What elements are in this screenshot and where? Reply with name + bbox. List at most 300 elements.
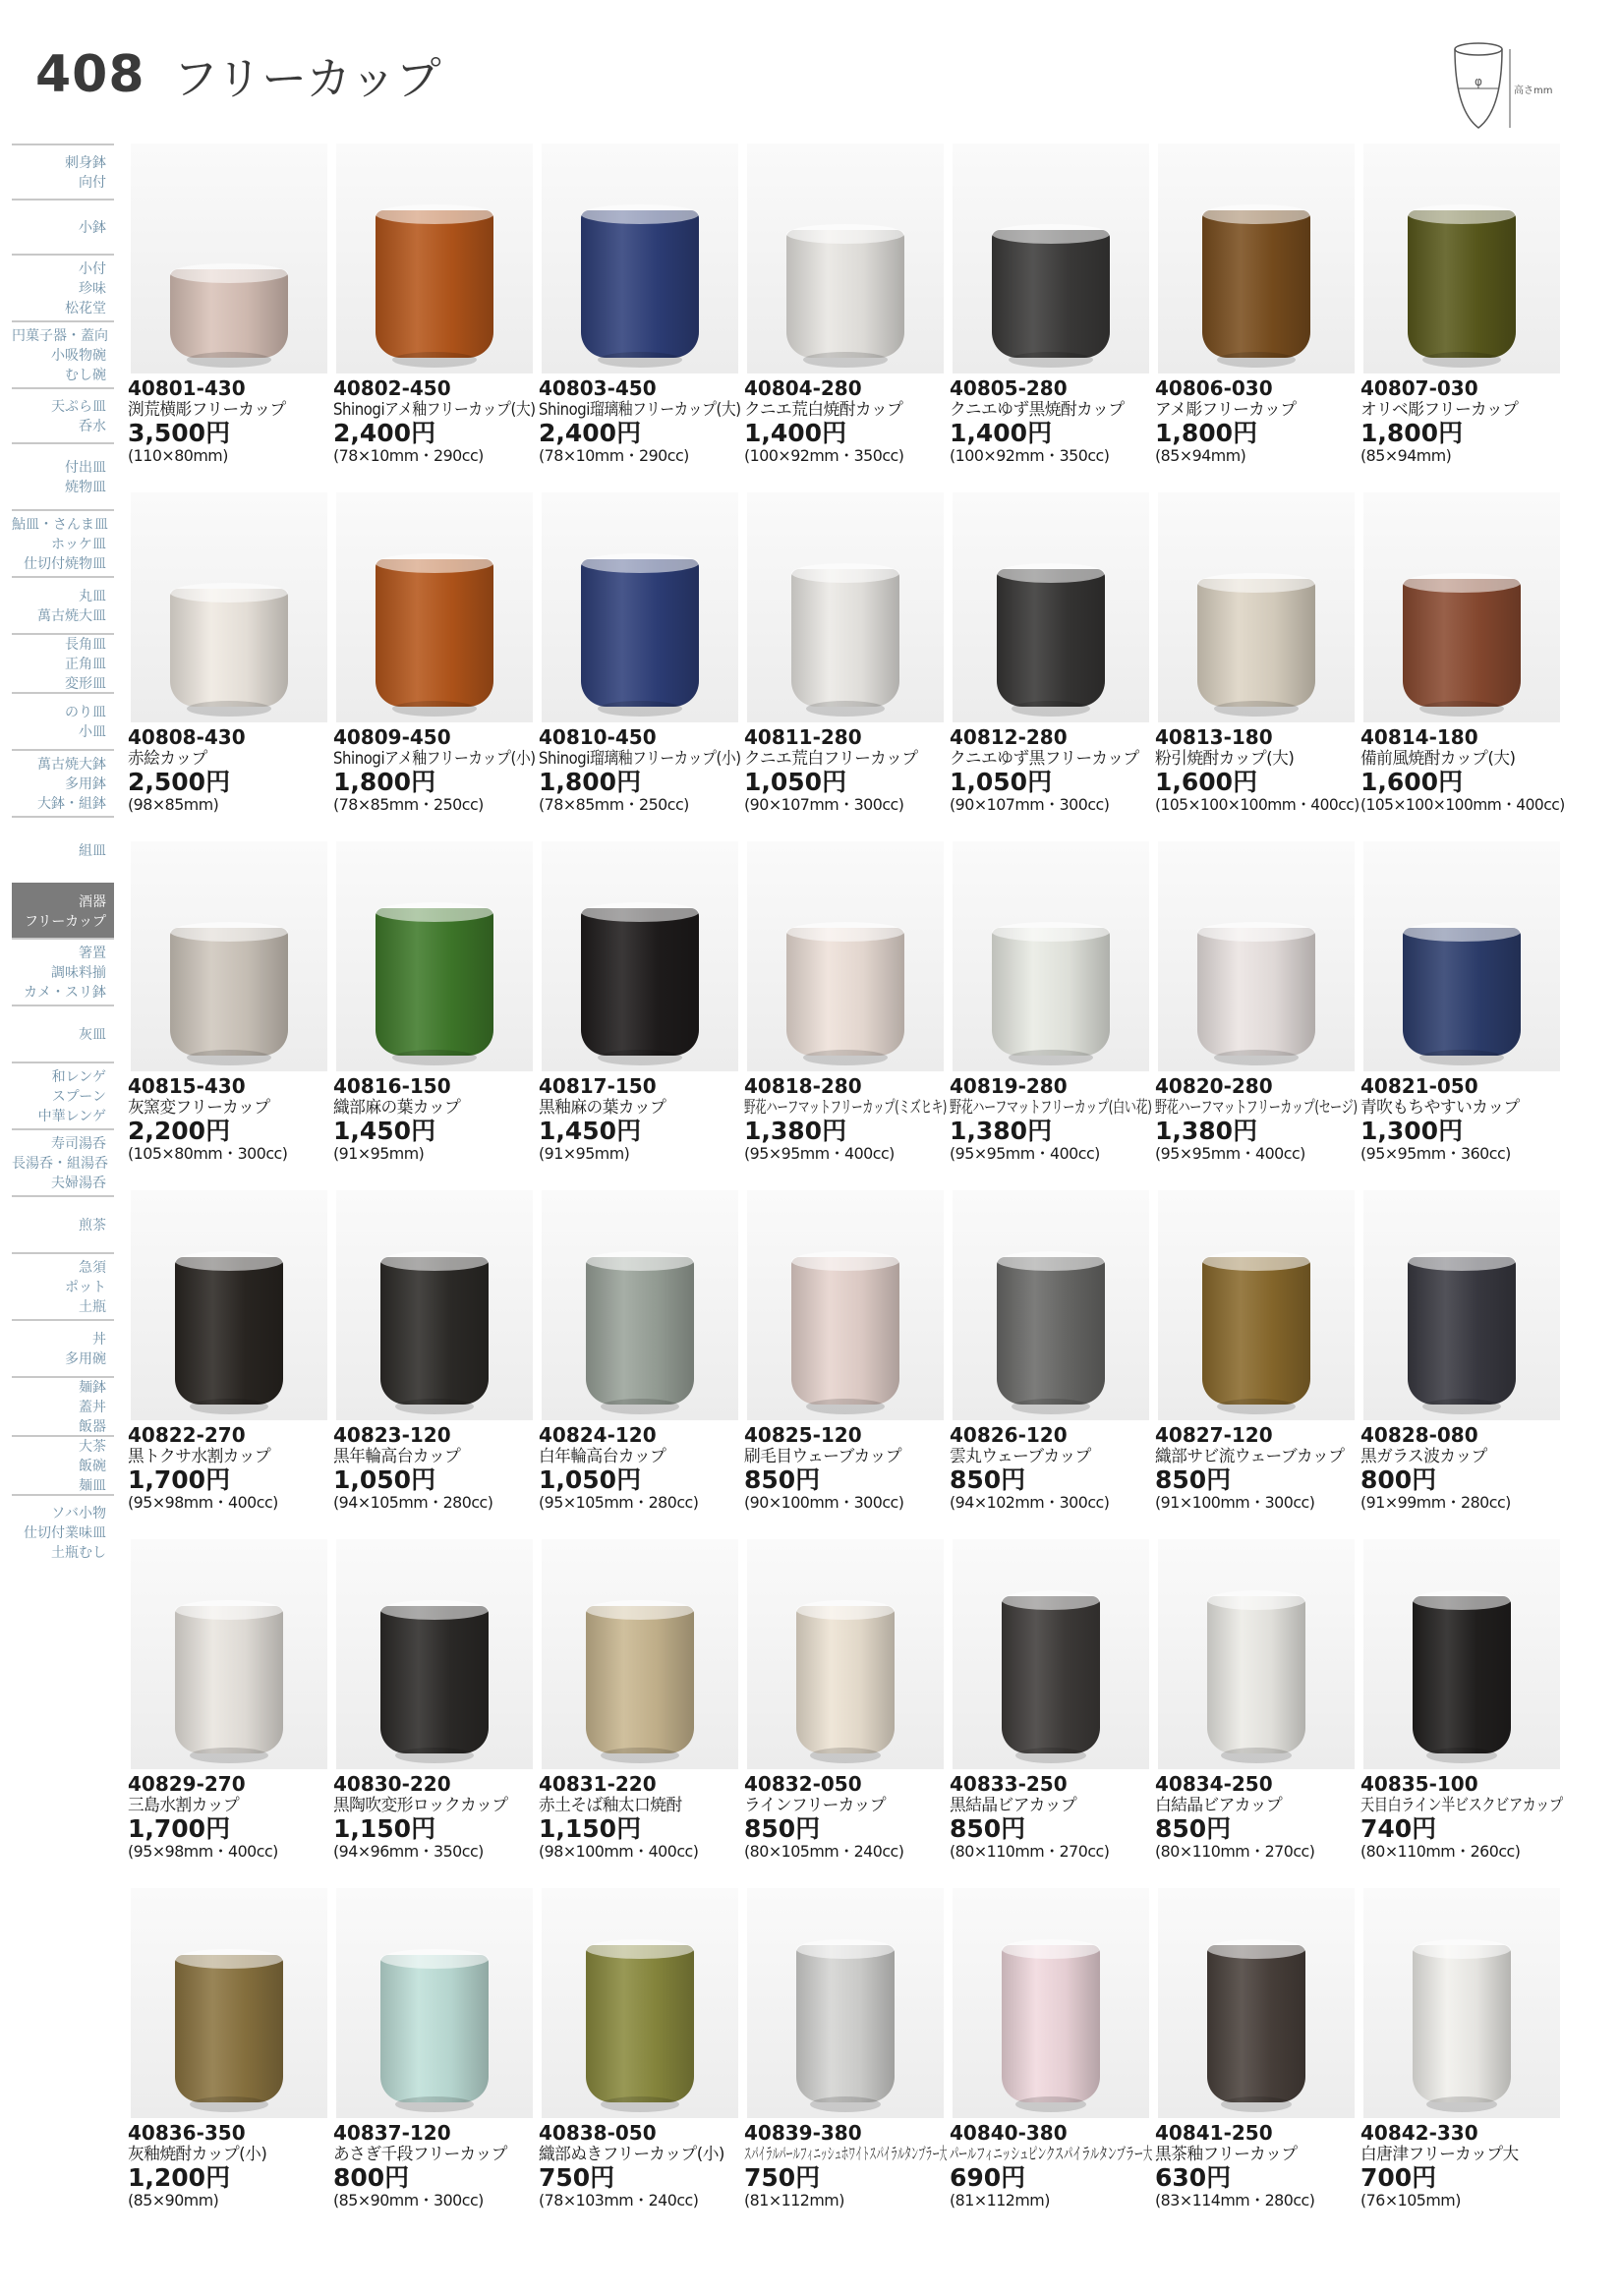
product-price: 2,400円 — [333, 419, 436, 447]
product-card[interactable] — [1360, 492, 1565, 841]
product-name: 天目白ライン半ビスクビアカップ — [1360, 1796, 1563, 1815]
product-dimensions: (80×110mm・270cc) — [950, 1842, 1110, 1861]
product-card[interactable] — [1360, 1190, 1562, 1539]
product-price: 750円 — [539, 2163, 615, 2192]
product-card[interactable] — [950, 144, 1151, 492]
product-dimensions: (105×80mm・300cc) — [128, 1144, 288, 1163]
product-card[interactable] — [333, 1888, 535, 2237]
product-dimensions: (98×85mm) — [128, 795, 219, 814]
product-name: Shinogi瑠璃釉フリーカップ(小) — [539, 749, 741, 769]
cup-image — [376, 559, 493, 707]
product-dimensions: (100×92mm・350cc) — [744, 446, 904, 465]
cup-image — [1197, 579, 1315, 707]
product-price: 1,380円 — [1155, 1117, 1258, 1145]
product-dimensions: (85×94mm) — [1360, 446, 1452, 465]
product-dimensions: (80×105mm・240cc) — [744, 1842, 904, 1861]
product-price: 850円 — [744, 1465, 821, 1494]
cup-image — [796, 1606, 895, 1753]
sidebar-item-label: 灰皿 — [79, 1026, 106, 1043]
product-card[interactable] — [1360, 1539, 1562, 1888]
product-dimensions: (94×102mm・300cc) — [950, 1493, 1110, 1512]
product-dimensions: (78×10mm・290cc) — [333, 446, 484, 465]
cup-image — [791, 569, 899, 707]
product-photo — [1363, 492, 1560, 722]
product-price: 1,600円 — [1155, 768, 1258, 796]
cup-image — [380, 1606, 489, 1753]
product-photo — [1158, 841, 1355, 1071]
sidebar-item-label: 松花堂 — [65, 301, 106, 317]
product-name: 粉引焼酎カップ(大) — [1155, 749, 1295, 769]
product-card[interactable] — [539, 1190, 740, 1539]
product-photo — [953, 841, 1149, 1071]
sidebar-item-label: 飯碗 — [79, 1458, 106, 1474]
sidebar-item-label: むし碗 — [65, 368, 106, 384]
sidebar-item-label: 大茶 — [79, 1438, 106, 1455]
cup-image — [786, 928, 904, 1056]
product-card[interactable] — [539, 144, 740, 492]
product-dimensions: (90×107mm・300cc) — [950, 795, 1110, 814]
cup-image — [786, 230, 904, 358]
product-name: 赤土そば釉太口焼酎 — [539, 1796, 682, 1815]
sidebar-item-label: ポット — [65, 1279, 106, 1295]
product-info — [1360, 726, 1567, 815]
product-card[interactable] — [950, 1190, 1151, 1539]
product-code: 40832-050 — [744, 1772, 862, 1796]
product-price: 1,450円 — [539, 1117, 642, 1145]
product-info — [950, 726, 1156, 815]
sidebar-item-label: 仕切付焼物皿 — [24, 556, 106, 573]
product-code: 40801-430 — [128, 376, 246, 400]
product-card[interactable] — [128, 841, 329, 1190]
product-photo — [542, 841, 738, 1071]
product-dimensions: (85×90mm・300cc) — [333, 2191, 484, 2210]
product-name: 黒ガラス波カップ — [1360, 1447, 1487, 1466]
sidebar-item-label: ホッケ皿 — [51, 536, 106, 552]
cup-image — [791, 1257, 899, 1405]
sidebar-item-21[interactable] — [12, 1435, 114, 1494]
sidebar-item-label: 麺鉢 — [79, 1379, 106, 1396]
page-header — [35, 39, 1569, 108]
product-info — [128, 2122, 334, 2210]
product-code: 40817-150 — [539, 1074, 657, 1098]
product-card[interactable] — [333, 492, 535, 841]
sidebar-item-6[interactable] — [12, 509, 114, 576]
product-dimensions: (85×90mm) — [128, 2191, 219, 2210]
sidebar-item-18[interactable] — [12, 1252, 114, 1319]
product-card[interactable] — [950, 1539, 1151, 1888]
product-dimensions: (91×99mm・280cc) — [1360, 1493, 1511, 1512]
product-code: 40803-450 — [539, 376, 657, 400]
sidebar-item-19[interactable] — [12, 1319, 114, 1376]
product-price: 1,400円 — [744, 419, 847, 447]
cup-image — [1002, 1596, 1100, 1753]
product-name: アメ彫フリーカップ — [1155, 400, 1297, 420]
product-dimensions: (80×110mm・260cc) — [1360, 1842, 1521, 1861]
product-photo — [1363, 1190, 1560, 1420]
product-name: 黒結晶ビアカップ — [950, 1796, 1077, 1815]
product-code: 40841-250 — [1155, 2121, 1273, 2145]
product-card[interactable] — [539, 841, 740, 1190]
sidebar-item-label: 萬古焼大皿 — [37, 608, 106, 624]
product-card[interactable] — [128, 1539, 329, 1888]
product-code: 40833-250 — [950, 1772, 1068, 1796]
product-info — [950, 2122, 1156, 2210]
product-info — [744, 1424, 951, 1513]
product-dimensions: (95×105mm・280cc) — [539, 1493, 699, 1512]
product-photo — [1158, 492, 1355, 722]
sidebar-item-7[interactable] — [12, 576, 114, 633]
product-card[interactable] — [744, 492, 946, 841]
product-price: 1,800円 — [539, 768, 642, 796]
cup-image — [997, 569, 1105, 707]
product-code: 40828-080 — [1360, 1423, 1478, 1447]
product-code: 40822-270 — [128, 1423, 246, 1447]
product-code: 40842-330 — [1360, 2121, 1478, 2145]
product-code: 40804-280 — [744, 376, 862, 400]
sidebar-item-1[interactable] — [12, 199, 114, 254]
product-dimensions: (90×100mm・300cc) — [744, 1493, 904, 1512]
sidebar-item-8[interactable] — [12, 633, 114, 692]
product-card[interactable] — [950, 841, 1151, 1190]
product-name: クニエ荒白焼酎カップ — [744, 400, 903, 420]
product-card[interactable] — [950, 492, 1151, 841]
product-info — [333, 377, 540, 466]
sidebar-item-label: スプーン — [51, 1088, 106, 1105]
product-price: 2,400円 — [539, 419, 642, 447]
sidebar-item-label: 呑水 — [79, 419, 106, 434]
product-card[interactable] — [128, 492, 329, 841]
product-info — [1360, 1424, 1567, 1513]
product-price: 2,200円 — [128, 1117, 231, 1145]
product-name: 黒陶吹変形ロックカップ — [333, 1796, 508, 1815]
product-card[interactable] — [539, 1888, 740, 2237]
cup-image — [175, 1955, 283, 2102]
product-card[interactable] — [1155, 841, 1357, 1190]
product-name: 野花ハーフマットフリーカップ(セージ) — [1155, 1098, 1358, 1118]
cup-image — [1197, 928, 1315, 1056]
product-photo — [747, 1190, 944, 1420]
sidebar-item-22[interactable] — [12, 1494, 114, 1569]
product-card[interactable] — [333, 144, 535, 492]
cup-image — [175, 1606, 283, 1753]
page-title: フリーカップ — [173, 52, 441, 105]
product-dimensions: (81×112mm) — [744, 2191, 844, 2210]
product-card[interactable] — [333, 841, 535, 1190]
product-photo — [336, 1190, 533, 1420]
sidebar-item-label: 小皿 — [79, 724, 106, 740]
product-info — [1155, 1424, 1361, 1513]
product-photo — [336, 144, 533, 373]
product-name: 灰釉焼酎カップ(小) — [128, 2145, 267, 2164]
product-price: 740円 — [1360, 1814, 1437, 1843]
sidebar-item-label: 組皿 — [79, 842, 106, 859]
product-name: 備前風焼酎カップ(大) — [1360, 749, 1516, 769]
product-card[interactable] — [1155, 1539, 1357, 1888]
product-price: 1,200円 — [128, 2163, 231, 2192]
product-dimensions: (98×100mm・400cc) — [539, 1842, 699, 1861]
product-price: 850円 — [744, 1814, 821, 1843]
product-card[interactable] — [539, 1539, 740, 1888]
product-card[interactable] — [333, 1190, 535, 1539]
product-photo — [1158, 1888, 1355, 2118]
sidebar-item-16[interactable] — [12, 1128, 114, 1195]
product-photo — [953, 1190, 1149, 1420]
product-card[interactable] — [1360, 841, 1562, 1190]
sidebar-item-5[interactable] — [12, 442, 114, 509]
product-name: クニエ荒白フリーカップ — [744, 749, 918, 769]
product-code: 40835-100 — [1360, 1772, 1478, 1796]
product-dimensions: (95×95mm・400cc) — [950, 1144, 1100, 1163]
product-name: 白唐津フリーカップ大 — [1360, 2145, 1519, 2164]
product-price: 1,150円 — [539, 1814, 642, 1843]
product-info — [128, 726, 334, 815]
sidebar-item-4[interactable] — [12, 387, 114, 442]
product-card[interactable] — [333, 1539, 535, 1888]
cup-image — [170, 589, 288, 707]
cup-image — [586, 1606, 694, 1753]
product-code: 40820-280 — [1155, 1074, 1273, 1098]
product-info — [744, 377, 951, 466]
product-code: 40818-280 — [744, 1074, 862, 1098]
product-dimensions: (91×100mm・300cc) — [1155, 1493, 1315, 1512]
product-dimensions: (83×114mm・280cc) — [1155, 2191, 1315, 2210]
product-name: 白結晶ビアカップ — [1155, 1796, 1283, 1815]
sidebar-item-label: のり皿 — [65, 704, 106, 720]
product-photo — [1158, 144, 1355, 373]
product-name: 黒釉麻の葉カップ — [539, 1098, 666, 1118]
product-code: 40837-120 — [333, 2121, 451, 2145]
product-photo — [542, 492, 738, 722]
product-info — [128, 1424, 334, 1513]
product-card[interactable] — [1360, 144, 1562, 492]
product-card[interactable] — [744, 1888, 946, 2237]
product-info — [950, 1075, 1156, 1164]
product-photo — [1363, 841, 1560, 1071]
product-price: 1,700円 — [128, 1814, 231, 1843]
sidebar-item-label: 蓋丼 — [79, 1399, 106, 1415]
product-name: 黒茶釉フリーカップ — [1155, 2145, 1298, 2164]
product-price: 850円 — [1155, 1465, 1232, 1494]
product-photo — [1363, 1539, 1560, 1769]
product-dimensions: (110×80mm) — [128, 446, 228, 465]
sidebar-item-label: 珍味 — [79, 280, 106, 297]
product-price: 1,050円 — [950, 768, 1053, 796]
sidebar-item-label: 酒器 — [79, 893, 106, 910]
cup-image — [992, 230, 1110, 358]
sidebar-item-9[interactable] — [12, 692, 114, 749]
product-code: 40802-450 — [333, 376, 451, 400]
sidebar-item-17[interactable] — [12, 1195, 114, 1252]
product-info — [333, 1075, 540, 1164]
product-card[interactable] — [744, 841, 946, 1190]
product-info — [128, 1075, 334, 1164]
product-name: オリベ彫フリーカップ — [1360, 400, 1519, 420]
product-info — [539, 1773, 745, 1862]
product-card[interactable] — [128, 1888, 329, 2237]
sidebar-item-label: 正角皿 — [65, 656, 106, 672]
sidebar-item-label: 仕切付業味皿 — [24, 1524, 106, 1541]
product-photo — [131, 1190, 327, 1420]
product-card[interactable] — [1360, 1888, 1562, 2237]
sidebar-item-label: 鮎皿・さんま皿 — [12, 516, 108, 533]
sidebar-item-label: 長角皿 — [65, 636, 106, 653]
cup-image — [1207, 1596, 1305, 1753]
sidebar-item-label: 萬古焼大鉢 — [37, 756, 106, 773]
sidebar-item-2[interactable] — [12, 254, 114, 320]
product-price: 3,500円 — [128, 419, 231, 447]
product-name: スパイラルパールフィニッシュホワイトスパイラルタンブラー大 — [744, 2145, 947, 2164]
sidebar-item-label: 急須 — [79, 1259, 106, 1276]
cup-image — [796, 1945, 895, 2102]
cup-image — [992, 928, 1110, 1056]
product-name: ラインフリーカップ — [744, 1796, 887, 1815]
cup-image — [380, 1955, 489, 2102]
product-info — [128, 1773, 334, 1862]
cup-image — [175, 1257, 283, 1405]
product-photo — [953, 492, 1149, 722]
sidebar-item-label: 天ぷら皿 — [51, 398, 106, 415]
sidebar-item-label: 刺身鉢 — [65, 154, 106, 171]
product-photo — [336, 492, 533, 722]
sidebar-item-11[interactable] — [12, 816, 114, 883]
product-price: 850円 — [950, 1465, 1026, 1494]
product-price: 800円 — [1360, 1465, 1437, 1494]
category-sidebar — [12, 144, 114, 1569]
cup-image — [376, 210, 493, 358]
product-photo — [336, 841, 533, 1071]
product-info — [1155, 377, 1361, 466]
product-card[interactable] — [950, 1888, 1151, 2237]
cup-image — [581, 908, 699, 1056]
product-photo — [953, 1539, 1149, 1769]
product-info — [333, 2122, 540, 2210]
product-dimensions: (94×96mm・350cc) — [333, 1842, 484, 1861]
product-name: 灰窯変フリーカップ — [128, 1098, 270, 1118]
product-name: 雲丸ウェーブカップ — [950, 1447, 1091, 1466]
sidebar-item-13[interactable] — [12, 938, 114, 1004]
product-price: 1,300円 — [1360, 1117, 1464, 1145]
cup-image — [1202, 210, 1310, 358]
product-card[interactable] — [1155, 492, 1360, 841]
product-price: 1,380円 — [744, 1117, 847, 1145]
product-photo — [131, 1539, 327, 1769]
product-name: 黒トクサ水割カップ — [128, 1447, 271, 1466]
product-card[interactable] — [1155, 144, 1357, 492]
cup-image — [1413, 1596, 1511, 1753]
product-price: 700円 — [1360, 2163, 1437, 2192]
product-photo — [542, 1888, 738, 2118]
cup-image — [380, 1257, 489, 1405]
sidebar-item-label: 土瓶むし — [51, 1545, 106, 1562]
sidebar-item-label: 付出皿 — [65, 459, 106, 476]
product-name: 野花ハーフマットフリーカップ(ミズヒキ) — [744, 1098, 947, 1118]
sidebar-item-label: 小付 — [79, 260, 106, 277]
product-card[interactable] — [128, 144, 329, 492]
product-card[interactable] — [744, 1190, 946, 1539]
sidebar-item-label: 寿司湯呑 — [51, 1135, 106, 1152]
product-price: 1,050円 — [539, 1465, 642, 1494]
product-code: 40839-380 — [744, 2121, 862, 2145]
product-dimensions: (81×112mm) — [950, 2191, 1050, 2210]
sidebar-item-20[interactable] — [12, 1376, 114, 1435]
product-code: 40806-030 — [1155, 376, 1273, 400]
product-price: 1,150円 — [333, 1814, 436, 1843]
sidebar-item-15[interactable] — [12, 1062, 114, 1128]
product-dimensions: (91×95mm) — [333, 1144, 425, 1163]
product-photo — [1363, 144, 1560, 373]
sidebar-item-label: 小吸物碗 — [51, 347, 106, 364]
product-dimensions: (85×94mm) — [1155, 446, 1246, 465]
sidebar-item-label: ソバ小物 — [51, 1505, 106, 1521]
sidebar-item-3[interactable] — [12, 320, 114, 387]
sidebar-item-10[interactable] — [12, 749, 114, 816]
cup-image — [586, 1257, 694, 1405]
product-photo — [747, 144, 944, 373]
product-dimensions: (94×105mm・280cc) — [333, 1493, 493, 1512]
product-photo — [542, 1539, 738, 1769]
sidebar-item-0[interactable] — [12, 144, 114, 199]
product-name: 織部サビ流ウェーブカップ — [1155, 1447, 1345, 1466]
cup-image — [581, 210, 699, 358]
product-name: あさぎ千段フリーカップ — [333, 2145, 507, 2164]
sidebar-item-label: 中華レンゲ — [37, 1109, 106, 1125]
product-code: 40840-380 — [950, 2121, 1068, 2145]
product-card[interactable] — [744, 144, 946, 492]
product-dimensions: (76×105mm) — [1360, 2191, 1461, 2210]
product-price: 850円 — [950, 1814, 1026, 1843]
product-card[interactable] — [1155, 1190, 1357, 1539]
product-info — [744, 2122, 951, 2210]
product-name: 赤絵カップ — [128, 749, 207, 769]
product-info — [539, 2122, 745, 2210]
product-card[interactable] — [539, 492, 740, 841]
cup-image — [170, 269, 288, 358]
cup-image — [1413, 1945, 1511, 2102]
sidebar-item-label: 和レンゲ — [51, 1068, 106, 1085]
product-price: 1,380円 — [950, 1117, 1053, 1145]
product-info — [1155, 1075, 1361, 1164]
product-price: 1,800円 — [1360, 419, 1464, 447]
product-photo — [747, 492, 944, 722]
product-dimensions: (105×100×100mm・400cc) — [1155, 795, 1360, 814]
product-photo — [542, 144, 738, 373]
product-photo — [336, 1888, 533, 2118]
cup-image — [997, 1257, 1105, 1405]
product-card[interactable] — [744, 1539, 946, 1888]
sidebar-item-12[interactable] — [12, 883, 114, 938]
sidebar-item-14[interactable] — [12, 1004, 114, 1062]
product-photo — [1158, 1190, 1355, 1420]
product-name: 黒年輪高台カップ — [333, 1447, 461, 1466]
product-card[interactable] — [1155, 1888, 1357, 2237]
cup-image — [376, 908, 493, 1056]
product-info — [1360, 1773, 1567, 1862]
product-dimensions: (95×98mm・400cc) — [128, 1842, 278, 1861]
product-info — [539, 726, 745, 815]
product-dimensions: (91×95mm) — [539, 1144, 630, 1163]
product-card[interactable] — [128, 1190, 329, 1539]
product-name: クニエゆず黒焼酎カップ — [950, 400, 1125, 420]
product-price: 750円 — [744, 2163, 821, 2192]
product-info — [333, 1424, 540, 1513]
product-code: 40823-120 — [333, 1423, 451, 1447]
cup-image — [170, 928, 288, 1056]
product-name: 野花ハーフマットフリーカップ(白い花) — [950, 1098, 1152, 1118]
sidebar-item-label: 麺皿 — [79, 1478, 106, 1494]
product-photo — [336, 1539, 533, 1769]
product-info — [1360, 1075, 1567, 1164]
product-code: 40836-350 — [128, 2121, 246, 2145]
